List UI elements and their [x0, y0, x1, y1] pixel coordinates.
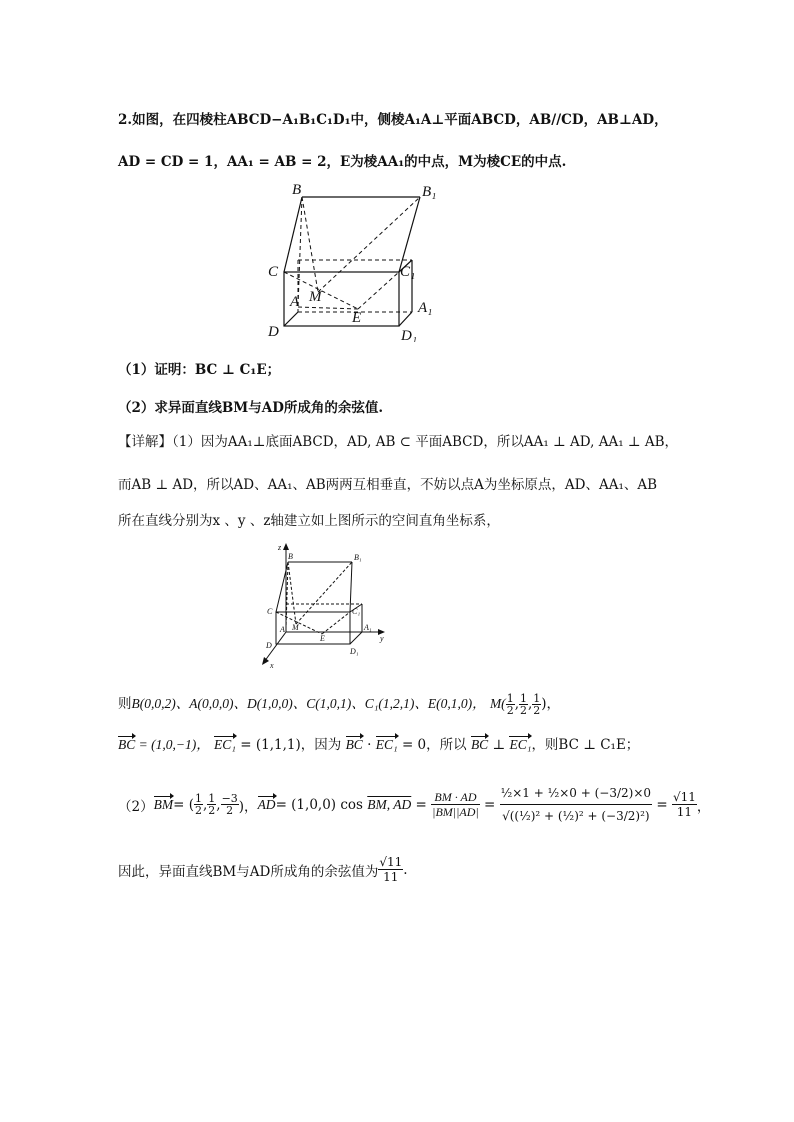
solution-line-1: 【详解】（1）因为AA₁⊥底面ABCD，AD, AB ⊂ 平面ABCD，所以AA₁ ⊥ AD, AA₁ ⊥ AB， [118, 434, 679, 450]
fig1-label: E [352, 310, 362, 326]
result-frac: $\frac{√11}{11}$ [672, 790, 696, 819]
ad-val: = (1,0,0) cos [275, 796, 363, 813]
fig2-label: A₁ [364, 623, 372, 632]
fig2-label: C [267, 607, 273, 616]
m-frac-2: $\frac{1}{2}$ [519, 692, 527, 717]
conclusion-end: . [403, 861, 408, 878]
part2-prefix: （2） [118, 798, 154, 815]
fig1-label: M [309, 289, 322, 305]
perp-text: ，则BC ⊥ C₁E； [531, 737, 640, 753]
fig1-label: D₁ [401, 328, 418, 342]
dot-bc: BC [345, 737, 363, 752]
cos-def-num: BM · AD [431, 790, 480, 805]
conclusion-prefix: 因此，异面直线BM与AD所成角的余弦值为 [118, 863, 379, 880]
cos-arg: BM, AD [367, 796, 412, 812]
coords-line: 则B(0,0,2)、A(0,0,0)、D(1,0,0)、C(1,0,1)、C₁(1,2,1)、E(0,1,0)， M( $\frac{1}{2}$ , $\frac{1}{2}$ , $\frac{1}{2}$ )， [118, 692, 561, 717]
fig2-label: y [380, 634, 384, 643]
fig1-label: C [268, 264, 279, 280]
coords-list: B(0,0,2)、A(0,0,0)、D(1,0,0)、C(1,0,1)、C₁(1,2,1)、E(0,1,0)， [131, 696, 486, 711]
cos-def-frac [431, 790, 480, 819]
solution-line-2: 而AB ⊥ AD，所以AD、AA₁、AB两两互相垂直，不妨以点A为坐标原点，AD、AA₁、AB [118, 477, 658, 493]
fig2-label: M [292, 623, 299, 632]
problem-line-2: AD = CD = 1，AA₁ = AB = 2，E为棱AA₁的中点，M为棱CE的中点. [118, 154, 567, 170]
perp-ec1: EC₁ [509, 737, 532, 752]
m-end: )， [541, 696, 561, 712]
fig2-label: B [288, 552, 293, 561]
m-label: M( [489, 696, 506, 711]
part2-line: （2） BM = ( $\frac{1}{2}$ , $\frac{1}{2}$ , $\frac{-3}{2}$ )， AD = (1,0,0) cos BM, AD = $\frac{BM \cdot AD}{|BM||AD|}$ = $\frac{\text{½×1 + ½×0 + (−3/2)×0}}{\text{√((½)² + (½)² + (−3/2)²)}}$ = $\frac{√11}{11}$ ， [118, 782, 710, 827]
fig2-label: B₁ [354, 553, 362, 562]
fig2-label: D [266, 641, 272, 650]
fig1-label: A₁ [418, 300, 433, 316]
cos-def-den: |BM||AD| [432, 805, 479, 819]
fig1-label: C₁ [400, 264, 416, 280]
bm-open: = ( [173, 796, 194, 813]
bm-frac-2: $\frac{1}{2}$ [208, 792, 216, 817]
fig1-label: A [290, 294, 300, 310]
vec-bm: BM [153, 796, 174, 812]
fig2-label: x [270, 661, 274, 670]
coords-prefix: 则 [118, 696, 132, 712]
question-1: （1）证明：BC ⊥ C₁E； [118, 362, 281, 378]
dot-ec1: EC₁ [375, 737, 398, 752]
bm-close: )， [238, 798, 258, 815]
fig2-label: C₁ [352, 607, 361, 616]
m-frac-1: $\frac{1}{2}$ [506, 692, 514, 717]
m-frac-3: $\frac{1}{2}$ [533, 692, 541, 717]
bm-frac-1: $\frac{1}{2}$ [194, 792, 202, 817]
solution-line-3: 所在直线分别为x 、y 、z轴建立如上图所示的空间直角坐标系， [118, 513, 500, 529]
fig2-label: z [278, 543, 282, 552]
problem-line-1: 2.如图，在四棱柱ABCD−A₁B₁C₁D₁中，侧棱A₁A⊥平面ABCD，AB//CD，AB⊥AD， [118, 112, 668, 128]
dot-text: = 0，所以 [397, 737, 467, 753]
vec-ad: AD [257, 796, 276, 812]
fig2-label: D₁ [350, 647, 359, 656]
main-frac [500, 782, 652, 827]
coordinate-figure [258, 540, 398, 670]
vec-bc: BC [118, 737, 136, 752]
vector-line: BC = (1,0,−1)， EC₁ = (1,1,1)，因为 BC · EC₁ = 0，所以 BC ⊥ EC₁，则BC ⊥ C₁E； [118, 737, 640, 753]
main-frac-den: √((½)² + (½)² + (−3/2)²) [502, 809, 650, 823]
fig1-label: D [268, 324, 279, 340]
perp-bc: BC [470, 737, 489, 752]
main-frac-num: ½×1 + ½×0 + (−3/2)×0 [500, 782, 652, 805]
prism-figure [264, 182, 444, 342]
fig2-label: E [320, 634, 325, 643]
vec-ec1: EC₁ [214, 737, 236, 752]
fig2-label: A [280, 625, 285, 634]
bm-frac-3: $\frac{-3}{2}$ [221, 792, 238, 817]
conclusion-line [118, 855, 408, 884]
vec-bc-val: = (1,0,−1)， [135, 737, 210, 752]
fig1-label: B₁ [422, 184, 437, 200]
conclusion-frac: $\frac{√11}{11}$ [379, 855, 403, 884]
vec-ec1-val: = (1,1,1)，因为 [235, 737, 342, 753]
question-2: （2）求异面直线BM与AD所成角的余弦值. [118, 400, 384, 416]
fig1-label: B [292, 182, 302, 198]
